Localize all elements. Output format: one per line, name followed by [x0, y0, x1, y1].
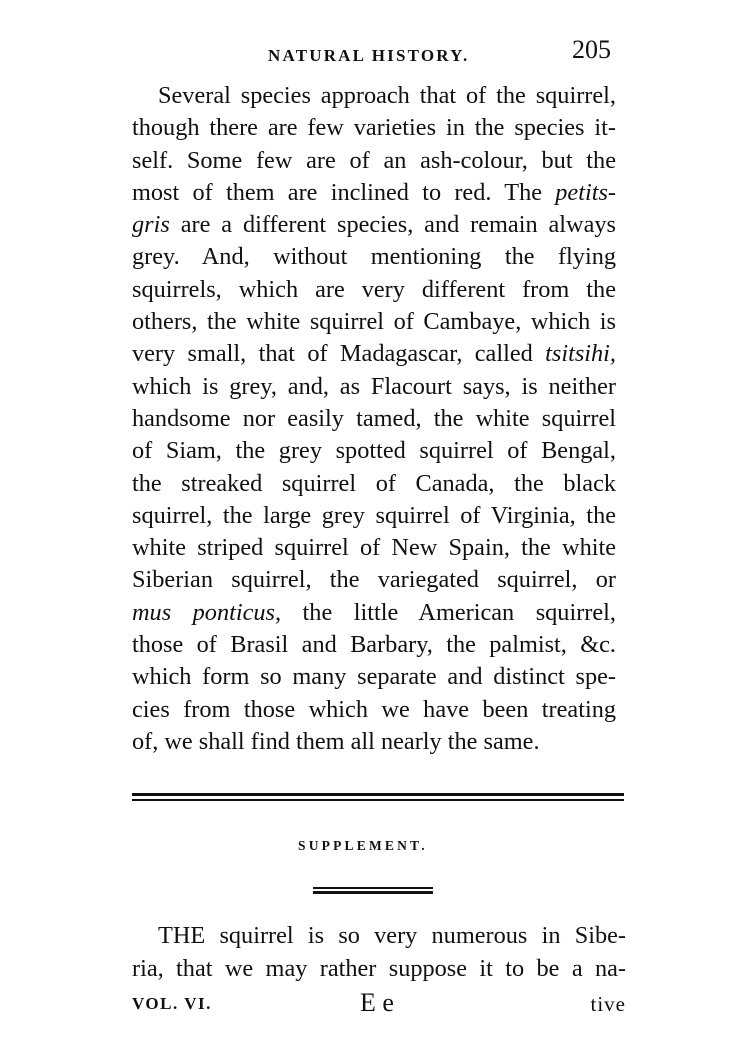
page-number: 205	[572, 35, 611, 64]
text-line: of, we shall find them all nearly the same.	[132, 727, 540, 755]
italic-term: mus ponticus,	[132, 598, 282, 626]
text-line: others, the white squirrel of Cambaye, which is	[132, 308, 616, 336]
text-line: squirrel, the large grey squirrel of Virginia, the	[132, 501, 616, 529]
text-line: grey. And, without mentioning the flying	[132, 243, 616, 271]
body-paragraph	[132, 80, 616, 758]
text-line: white striped squirrel of New Spain, the white	[132, 534, 616, 562]
italic-term: gris	[132, 211, 170, 239]
heading-ornament-rule	[313, 887, 433, 894]
text-line: which is grey, and, as Flacourt says, is neither	[132, 372, 616, 400]
text-line: handsome nor easily tamed, the white squirrel	[132, 404, 616, 432]
text-line: those of Brasil and Barbary, the palmist, &c.	[132, 631, 616, 659]
italic-term: petits-	[555, 178, 616, 206]
page-footer	[132, 990, 626, 1020]
text-line: squirrels, which are very different from the	[132, 275, 616, 303]
text-line: gris are a different species, and remain always	[132, 211, 616, 239]
text-line: very small, that of Madagascar, called tsitsihi,	[132, 340, 616, 368]
text-line: the streaked squirrel of Canada, the black	[132, 469, 616, 497]
catchword: tive	[590, 992, 626, 1016]
text-line: though there are few varieties in the species it-	[132, 114, 616, 142]
text-line: which form so many separate and distinct spe-	[132, 663, 616, 691]
text-line: THE squirrel is so very numerous in Sibe-	[158, 922, 626, 949]
running-head: NATURAL HISTORY.	[268, 46, 470, 65]
text-line: mus ponticus, the little American squirrel,	[132, 598, 616, 626]
text-line: Siberian squirrel, the variegated squirrel, or	[132, 566, 616, 594]
text-line: self. Some few are of an ash-colour, but the	[132, 146, 616, 174]
italic-term: tsitsihi,	[545, 340, 616, 368]
text-line: ria, that we may rather suppose it to be a na-	[132, 955, 626, 982]
signature-mark: E e	[360, 988, 394, 1017]
text-line: of Siam, the grey spotted squirrel of Bengal,	[132, 437, 616, 465]
text-line: Several species approach that of the squirrel,	[158, 82, 616, 109]
section-heading: SUPPLEMENT.	[298, 838, 428, 853]
volume-mark: VOL. VI.	[132, 994, 212, 1013]
supplement-paragraph	[132, 919, 626, 985]
section-divider	[132, 793, 624, 802]
text-line: cies from those which we have been treating	[132, 695, 616, 723]
text-line: most of them are inclined to red. The petits-	[132, 178, 616, 206]
